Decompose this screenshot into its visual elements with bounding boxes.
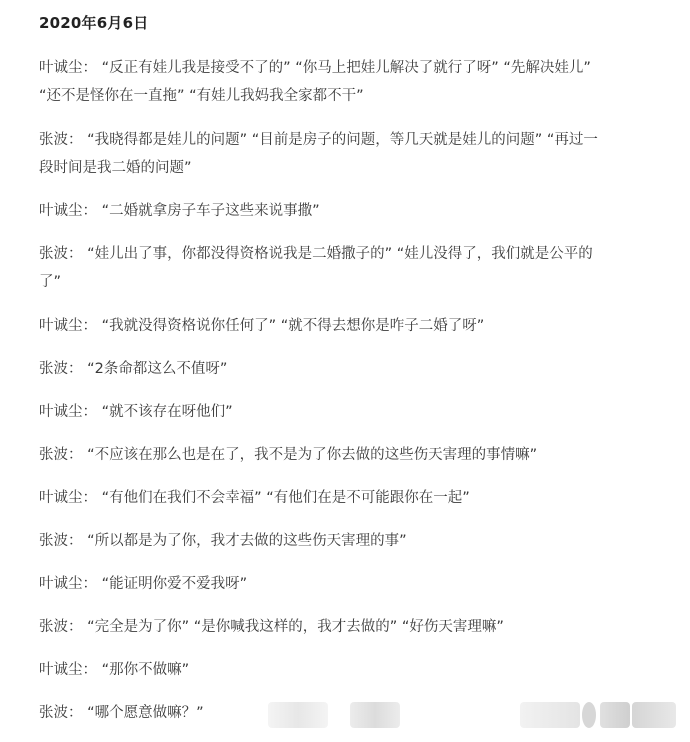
dialogue-line: 叶诚尘： “那你不做嘛” — [39, 662, 190, 678]
dialogue-line: 叶诚尘： “就不该存在呀他们” — [39, 404, 233, 420]
blurred-watermark — [268, 702, 328, 728]
dialogue-line: 张波： “哪个愿意做嘛？” — [39, 705, 204, 721]
document-date: 2020年6月6日 — [39, 14, 149, 32]
blurred-watermark — [600, 702, 630, 728]
dialogue-line: 张波： “娃儿出了事，你都没得资格说我是二婚撒子的” “娃儿没得了，我们就是公平的 — [39, 246, 593, 262]
dialogue-line: 张波： “完全是为了你” “是你喊我这样的，我才去做的” “好伤天害理嘛” — [39, 619, 504, 635]
dialogue-line: 了” — [39, 274, 62, 290]
dialogue-line: “还不是怪你在一直拖” “有娃儿我妈我全家都不干” — [39, 88, 364, 104]
dialogue-line: 段时间是我二婚的问题” — [39, 160, 192, 176]
dialogue-line: 叶诚尘： “有他们在我们不会幸福” “有他们在是不可能跟你在一起” — [39, 490, 470, 506]
dialogue-line: 叶诚尘： “反正有娃儿我是接受不了的” “你马上把娃儿解决了就行了呀” “先解决娃儿” — [39, 60, 591, 76]
dialogue-line: 叶诚尘： “二婚就拿房子车子这些来说事撒” — [39, 203, 320, 219]
dialogue-line: 张波： “我晓得都是娃儿的问题” “目前是房子的问题，等几天就是娃儿的问题” “再过一 — [39, 132, 598, 148]
dialogue-line: 张波： “2条命都这么不值呀” — [39, 361, 228, 377]
dialogue-line: 张波： “所以都是为了你，我才去做的这些伤天害理的事” — [39, 533, 407, 549]
blurred-watermark — [632, 702, 676, 728]
dialogue-line: 叶诚尘： “能证明你爱不爱我呀” — [39, 576, 248, 592]
blurred-watermark — [350, 702, 400, 728]
dialogue-line: 叶诚尘： “我就没得资格说你任何了” “就不得去想你是咋子二婚了呀” — [39, 318, 485, 334]
blurred-watermark — [520, 702, 580, 728]
dialogue-line: 张波： “不应该在那么也是在了，我不是为了你去做的这些伤天害理的事情嘛” — [39, 447, 538, 463]
blurred-watermark — [582, 702, 596, 728]
